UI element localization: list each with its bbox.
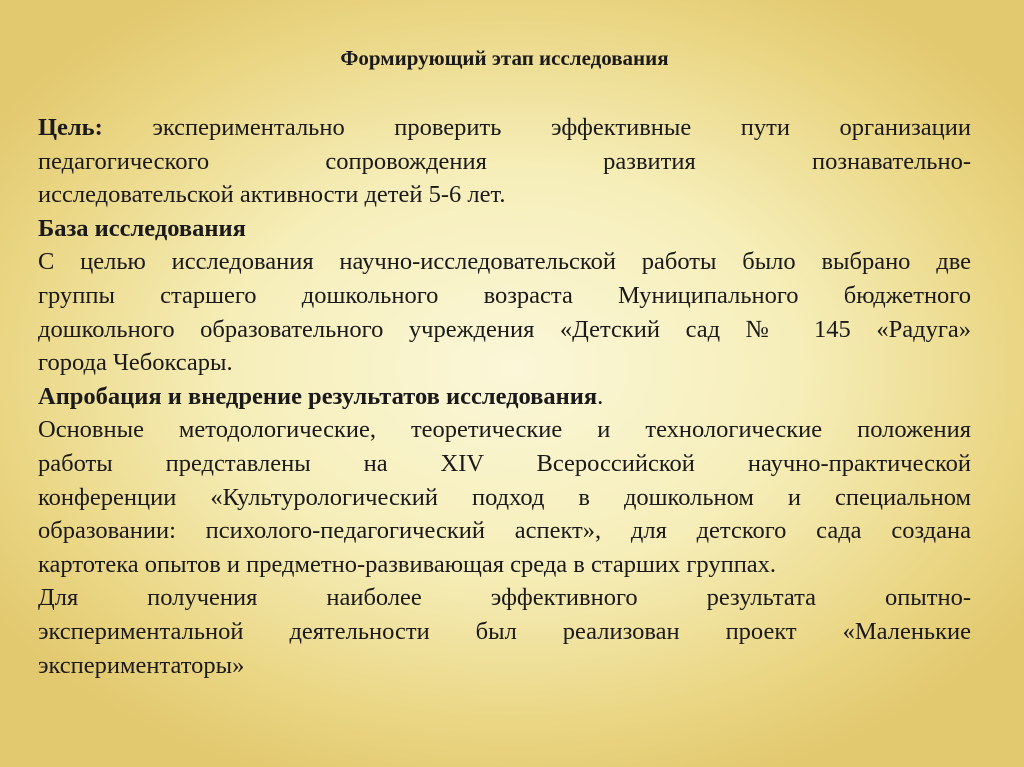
approbation-paragraph bbox=[38, 380, 971, 582]
goal-label: Цель: bbox=[38, 114, 103, 141]
project-paragraph bbox=[38, 581, 971, 682]
project-line-3: экспериментаторы» bbox=[38, 651, 245, 679]
base-line-2: группы старшего дошкольного возраста Муниципального бюджетного bbox=[38, 281, 971, 309]
base-paragraph bbox=[38, 212, 971, 380]
approbation-heading-line bbox=[38, 380, 971, 414]
goal-line-1 bbox=[38, 111, 971, 145]
base-line-3: дошкольного образовательного учреждения «Детский сад № 145 «Радуга» bbox=[38, 315, 971, 343]
approbation-line-4: образовании: психолого-педагогический аспект», для детского сада создана bbox=[38, 517, 971, 545]
base-heading: База исследования bbox=[38, 214, 246, 242]
goal-text-1: экспериментально проверить эффективные пути организации bbox=[152, 114, 971, 141]
goal-paragraph bbox=[38, 111, 971, 212]
base-line-1: С целью исследования научно-исследовательской работы было выбрано две bbox=[38, 248, 971, 276]
approbation-line-3: конференции «Культурологический подход в дошкольном и специальном bbox=[38, 483, 971, 511]
project-line-2: экспериментальной деятельности был реализован проект «Маленькие bbox=[38, 617, 971, 645]
goal-line-2: педагогического сопровождения развития познавательно- bbox=[38, 147, 971, 175]
slide-content bbox=[38, 111, 971, 682]
base-line-4: города Чебоксары. bbox=[38, 349, 233, 377]
approbation-line-5: картотека опытов и предметно-развивающая среда в старших группах. bbox=[38, 550, 777, 578]
approbation-heading-suffix: . bbox=[597, 382, 604, 410]
approbation-line-2: работы представлены на XIV Всероссийской научно-практической bbox=[38, 449, 971, 477]
approbation-line-1: Основные методологические, теоретические и технологические положения bbox=[38, 416, 971, 444]
slide-title: Формирующий этап исследования bbox=[340, 46, 669, 70]
approbation-heading: Апробация и внедрение результатов исследования bbox=[38, 382, 598, 410]
goal-line-3: исследовательской активности детей 5-6 лет. bbox=[38, 181, 506, 209]
project-line-1: Для получения наиболее эффективного результата опытно- bbox=[38, 584, 971, 612]
